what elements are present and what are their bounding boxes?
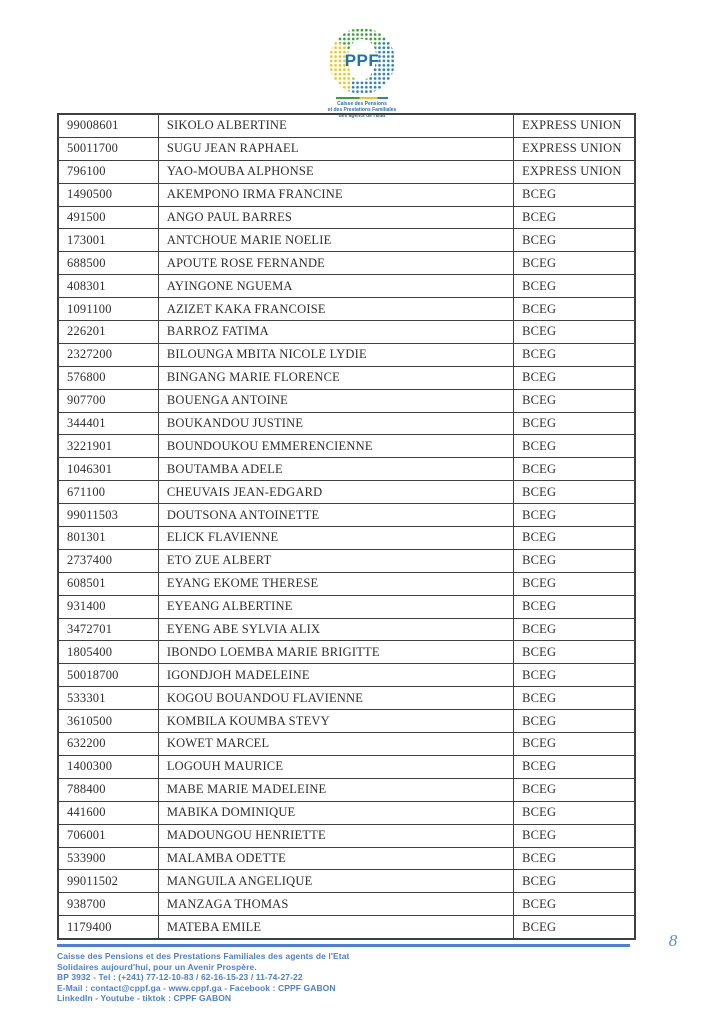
- beneficiary-name-cell: ANTCHOUE MARIE NOELIE: [158, 229, 513, 252]
- table-row: [58, 595, 635, 618]
- table-row: [58, 572, 635, 595]
- table-row: [58, 160, 635, 183]
- payment-agency-cell: BCEG: [514, 343, 635, 366]
- payment-agency-cell: BCEG: [514, 504, 635, 527]
- footer-slogan: Solidaires aujourd'hui, pour un Avenir Prospère.: [57, 961, 257, 972]
- table-row: [58, 824, 635, 847]
- table-row: [58, 343, 635, 366]
- pension-number-cell: 706001: [58, 824, 158, 847]
- pension-number-cell: 344401: [58, 412, 158, 435]
- payment-agency-cell: BCEG: [514, 389, 635, 412]
- beneficiary-name-cell: KOMBILA KOUMBA STEVY: [158, 710, 513, 733]
- beneficiary-name-cell: BILOUNGA MBITA NICOLE LYDIE: [158, 343, 513, 366]
- pension-number-cell: 938700: [58, 893, 158, 916]
- pension-number-cell: 688500: [58, 252, 158, 275]
- pension-number-cell: 99008601: [58, 114, 158, 137]
- table-row: [58, 618, 635, 641]
- table-row: [58, 252, 635, 275]
- pension-number-cell: 1400300: [58, 755, 158, 778]
- pension-number-cell: 608501: [58, 572, 158, 595]
- beneficiary-name-cell: LOGOUH MAURICE: [158, 755, 513, 778]
- pension-number-cell: 533301: [58, 687, 158, 710]
- beneficiary-name-cell: IGONDJOH MADELEINE: [158, 664, 513, 687]
- beneficiary-name-cell: BOUTAMBA ADELE: [158, 458, 513, 481]
- beneficiary-name-cell: BINGANG MARIE FLORENCE: [158, 366, 513, 389]
- table-row: [58, 114, 635, 137]
- payment-agency-cell: EXPRESS UNION: [514, 114, 635, 137]
- payment-agency-cell: BCEG: [514, 824, 635, 847]
- table-row: [58, 916, 635, 939]
- payment-agency-cell: BCEG: [514, 206, 635, 229]
- beneficiaries-table: [57, 113, 636, 940]
- logo-divider: [336, 97, 388, 99]
- pension-number-cell: 1179400: [58, 916, 158, 939]
- table-row: [58, 206, 635, 229]
- table-row: [58, 412, 635, 435]
- beneficiary-name-cell: MABIKA DOMINIQUE: [158, 801, 513, 824]
- payment-agency-cell: BCEG: [514, 801, 635, 824]
- payment-agency-cell: BCEG: [514, 870, 635, 893]
- beneficiary-name-cell: MALAMBA ODETTE: [158, 847, 513, 870]
- logo-ppf-text: PPF: [344, 51, 380, 70]
- payment-agency-cell: BCEG: [514, 412, 635, 435]
- payment-agency-cell: BCEG: [514, 481, 635, 504]
- beneficiary-name-cell: EYANG EKOME THERESE: [158, 572, 513, 595]
- footer-divider: [57, 944, 630, 947]
- payment-agency-cell: BCEG: [514, 778, 635, 801]
- pension-number-cell: 99011503: [58, 504, 158, 527]
- beneficiary-name-cell: AZIZET KAKA FRANCOISE: [158, 298, 513, 321]
- beneficiary-name-cell: MABE MARIE MADELEINE: [158, 778, 513, 801]
- table-row: [58, 687, 635, 710]
- cppf-logo: [0, 28, 724, 119]
- payment-agency-cell: BCEG: [514, 641, 635, 664]
- footer-org-name: Caisse des Pensions et des Prestations Familiales des agents de l'Etat: [57, 951, 350, 961]
- table-row: [58, 801, 635, 824]
- pension-number-cell: 3472701: [58, 618, 158, 641]
- beneficiary-name-cell: SUGU JEAN RAPHAEL: [158, 137, 513, 160]
- pension-number-cell: 788400: [58, 778, 158, 801]
- table-row: [58, 710, 635, 733]
- table-row: [58, 733, 635, 756]
- table-row: [58, 229, 635, 252]
- payment-agency-cell: BCEG: [514, 549, 635, 572]
- payment-agency-cell: BCEG: [514, 183, 635, 206]
- logo-caption-line: Caisse des Pensions: [337, 101, 387, 107]
- beneficiary-name-cell: MANZAGA THOMAS: [158, 893, 513, 916]
- table-row: [58, 893, 635, 916]
- beneficiary-name-cell: EYEANG ALBERTINE: [158, 595, 513, 618]
- pension-number-cell: 50018700: [58, 664, 158, 687]
- payment-agency-cell: BCEG: [514, 755, 635, 778]
- table-row: [58, 778, 635, 801]
- table-row: [58, 458, 635, 481]
- pension-number-cell: 671100: [58, 481, 158, 504]
- pension-number-cell: 441600: [58, 801, 158, 824]
- beneficiary-name-cell: IBONDO LOEMBA MARIE BRIGITTE: [158, 641, 513, 664]
- payment-agency-cell: BCEG: [514, 618, 635, 641]
- pension-number-cell: 576800: [58, 366, 158, 389]
- table-row: [58, 847, 635, 870]
- pension-number-cell: 632200: [58, 733, 158, 756]
- payment-agency-cell: BCEG: [514, 733, 635, 756]
- table-row: [58, 549, 635, 572]
- pension-number-cell: 796100: [58, 160, 158, 183]
- pension-number-cell: 1490500: [58, 183, 158, 206]
- table-row: [58, 481, 635, 504]
- table-row: [58, 527, 635, 550]
- table-row: [58, 137, 635, 160]
- beneficiary-name-cell: BOUENGA ANTOINE: [158, 389, 513, 412]
- table-row: [58, 275, 635, 298]
- beneficiary-name-cell: EYENG ABE SYLVIA ALIX: [158, 618, 513, 641]
- pension-number-cell: 173001: [58, 229, 158, 252]
- table-row: [58, 389, 635, 412]
- logo-caption-line: et des Prestations Familiales: [327, 107, 397, 113]
- payment-agency-cell: BCEG: [514, 458, 635, 481]
- payment-agency-cell: BCEG: [514, 893, 635, 916]
- pension-number-cell: 1805400: [58, 641, 158, 664]
- table-row: [58, 298, 635, 321]
- pension-number-cell: 1046301: [58, 458, 158, 481]
- pension-number-cell: 931400: [58, 595, 158, 618]
- payment-agency-cell: BCEG: [514, 664, 635, 687]
- beneficiary-name-cell: ANGO PAUL BARRES: [158, 206, 513, 229]
- beneficiary-name-cell: KOWET MARCEL: [158, 733, 513, 756]
- payment-agency-cell: BCEG: [514, 527, 635, 550]
- payment-agency-cell: BCEG: [514, 916, 635, 939]
- footer-social: LinkedIn - Youtube - tiktok : CPPF GABON: [57, 993, 232, 1004]
- beneficiary-name-cell: YAO-MOUBA ALPHONSE: [158, 160, 513, 183]
- payment-agency-cell: BCEG: [514, 687, 635, 710]
- beneficiary-name-cell: BARROZ FATIMA: [158, 321, 513, 344]
- pension-number-cell: 50011700: [58, 137, 158, 160]
- page-number: 8: [668, 931, 678, 950]
- beneficiary-name-cell: CHEUVAIS JEAN-EDGARD: [158, 481, 513, 504]
- beneficiary-name-cell: MADOUNGOU HENRIETTE: [158, 824, 513, 847]
- pension-number-cell: 3221901: [58, 435, 158, 458]
- payment-agency-cell: EXPRESS UNION: [514, 137, 635, 160]
- pension-number-cell: 533900: [58, 847, 158, 870]
- pension-number-cell: 408301: [58, 275, 158, 298]
- beneficiary-name-cell: ETO ZUE ALBERT: [158, 549, 513, 572]
- footer-contact-web: E-Mail : contact@cppf.ga - www.cppf.ga - Facebook : CPPF GABON: [57, 982, 336, 993]
- payment-agency-cell: BCEG: [514, 435, 635, 458]
- pension-number-cell: 1091100: [58, 298, 158, 321]
- payment-agency-cell: BCEG: [514, 275, 635, 298]
- beneficiary-name-cell: MATEBA EMILE: [158, 916, 513, 939]
- logo-caption-line: des agents de l'Etat: [338, 113, 386, 119]
- table-row: [58, 366, 635, 389]
- table-row: [58, 504, 635, 527]
- payment-agency-cell: BCEG: [514, 252, 635, 275]
- payment-agency-cell: BCEG: [514, 572, 635, 595]
- payment-agency-cell: BCEG: [514, 321, 635, 344]
- payment-agency-cell: BCEG: [514, 847, 635, 870]
- pension-number-cell: 491500: [58, 206, 158, 229]
- payment-agency-cell: EXPRESS UNION: [514, 160, 635, 183]
- payment-agency-cell: BCEG: [514, 595, 635, 618]
- table-row: [58, 870, 635, 893]
- beneficiary-name-cell: ELICK FLAVIENNE: [158, 527, 513, 550]
- pension-number-cell: 99011502: [58, 870, 158, 893]
- beneficiary-name-cell: AKEMPONO IRMA FRANCINE: [158, 183, 513, 206]
- beneficiary-name-cell: SIKOLO ALBERTINE: [158, 114, 513, 137]
- table-row: [58, 641, 635, 664]
- pension-number-cell: 907700: [58, 389, 158, 412]
- beneficiary-name-cell: BOUKANDOU JUSTINE: [158, 412, 513, 435]
- payment-agency-cell: BCEG: [514, 298, 635, 321]
- footer-contact-phone: BP 3932 - Tel : (+241) 77-12-10-83 / 62-16-15-23 / 11-74-27-22: [57, 972, 303, 983]
- pension-number-cell: 801301: [58, 527, 158, 550]
- payment-agency-cell: BCEG: [514, 229, 635, 252]
- beneficiary-name-cell: KOGOU BOUANDOU FLAVIENNE: [158, 687, 513, 710]
- pension-number-cell: 226201: [58, 321, 158, 344]
- beneficiary-name-cell: MANGUILA ANGELIQUE: [158, 870, 513, 893]
- table-row: [58, 435, 635, 458]
- beneficiary-name-cell: APOUTE ROSE FERNANDE: [158, 252, 513, 275]
- pension-number-cell: 3610500: [58, 710, 158, 733]
- ppf-logo-emblem: [329, 28, 395, 94]
- table-row: [58, 755, 635, 778]
- footer: [57, 951, 349, 1004]
- pension-number-cell: 2737400: [58, 549, 158, 572]
- table-row: [58, 321, 635, 344]
- payment-table-body: [58, 114, 635, 939]
- table-row: [58, 183, 635, 206]
- beneficiary-name-cell: BOUNDOUKOU EMMERENCIENNE: [158, 435, 513, 458]
- beneficiary-name-cell: AYINGONE NGUEMA: [158, 275, 513, 298]
- payment-agency-cell: BCEG: [514, 366, 635, 389]
- pension-number-cell: 2327200: [58, 343, 158, 366]
- payment-agency-cell: BCEG: [514, 710, 635, 733]
- table-row: [58, 664, 635, 687]
- beneficiary-name-cell: DOUTSONA ANTOINETTE: [158, 504, 513, 527]
